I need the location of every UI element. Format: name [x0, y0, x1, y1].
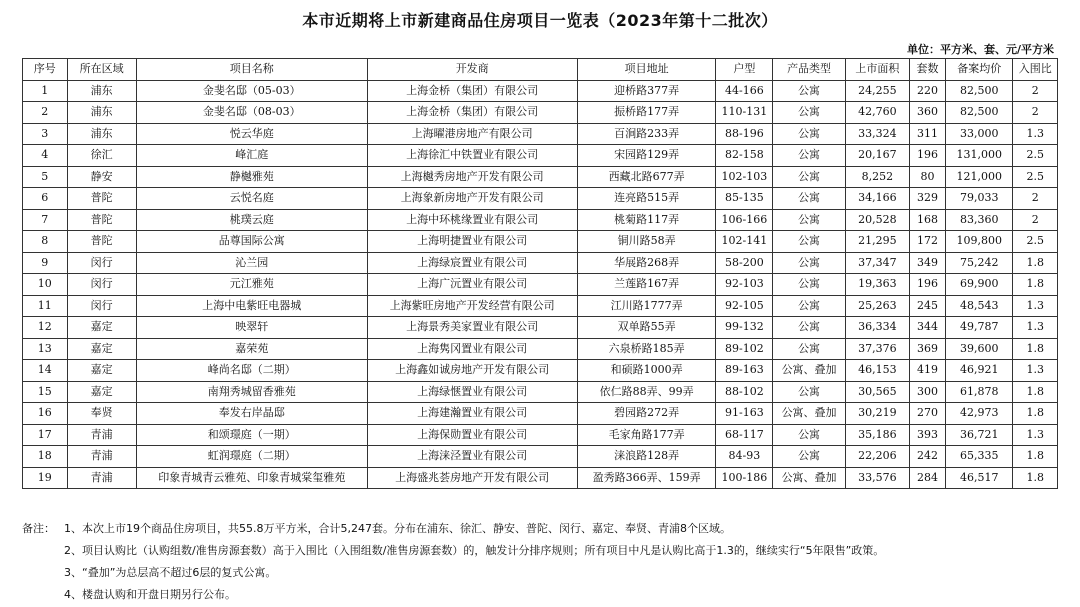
cell-index: 19: [23, 467, 68, 489]
cell-developer: 上海明捷置业有限公司: [367, 231, 577, 253]
cell-unit-size: 68-117: [716, 424, 773, 446]
cell-area: 20,528: [845, 209, 909, 231]
cell-developer: 上海樾秀房地产开发有限公司: [367, 166, 577, 188]
cell-units: 369: [909, 338, 945, 360]
cell-address: 盈秀路366弄、159弄: [577, 467, 716, 489]
project-table: [22, 58, 1058, 489]
cell-units: 220: [909, 80, 945, 102]
cell-units: 80: [909, 166, 945, 188]
cell-project-name: 桃璞云庭: [136, 209, 367, 231]
cell-district: 浦东: [67, 123, 136, 145]
cell-index: 17: [23, 424, 68, 446]
cell-district: 闵行: [67, 295, 136, 317]
cell-address: 双单路55弄: [577, 317, 716, 339]
cell-district: 青浦: [67, 424, 136, 446]
cell-unit-size: 88-102: [716, 381, 773, 403]
cell-product-type: 公寓: [773, 381, 845, 403]
cell-units: 300: [909, 381, 945, 403]
cell-avg-price: 36,721: [946, 424, 1013, 446]
cell-address: 连亮路515弄: [577, 188, 716, 210]
cell-unit-size: 92-103: [716, 274, 773, 296]
cell-unit-size: 89-163: [716, 360, 773, 382]
cell-area: 36,334: [845, 317, 909, 339]
cell-address: 兰莲路167弄: [577, 274, 716, 296]
cell-address: 碧园路272弄: [577, 403, 716, 425]
cell-index: 15: [23, 381, 68, 403]
cell-avg-price: 61,878: [946, 381, 1013, 403]
cell-developer: 上海绿惬置业有限公司: [367, 381, 577, 403]
cell-developer: 上海盛兆荟房地产开发有限公司: [367, 467, 577, 489]
cell-unit-size: 82-158: [716, 145, 773, 167]
cell-index: 2: [23, 102, 68, 124]
cell-avg-price: 39,600: [946, 338, 1013, 360]
cell-product-type: 公寓: [773, 274, 845, 296]
cell-avg-price: 46,921: [946, 360, 1013, 382]
cell-project-name: 悦云华庭: [136, 123, 367, 145]
cell-developer: 上海绿宸置业有限公司: [367, 252, 577, 274]
col-header-area: 上市面积: [845, 59, 909, 81]
cell-developer: 上海保勋置业有限公司: [367, 424, 577, 446]
cell-unit-size: 100-186: [716, 467, 773, 489]
cell-district: 嘉定: [67, 338, 136, 360]
cell-district: 闵行: [67, 252, 136, 274]
cell-units: 360: [909, 102, 945, 124]
cell-developer: 上海中环桃缘置业有限公司: [367, 209, 577, 231]
cell-index: 3: [23, 123, 68, 145]
cell-ratio: 2.5: [1013, 231, 1058, 253]
cell-product-type: 公寓: [773, 446, 845, 468]
cell-avg-price: 48,543: [946, 295, 1013, 317]
table-row: [23, 166, 1058, 188]
table-body: [23, 80, 1058, 489]
cell-ratio: 2.5: [1013, 166, 1058, 188]
col-header-units: 套数: [909, 59, 945, 81]
cell-area: 33,324: [845, 123, 909, 145]
cell-developer: 上海建瀚置业有限公司: [367, 403, 577, 425]
cell-ratio: 1.8: [1013, 467, 1058, 489]
cell-project-name: 嘉荣苑: [136, 338, 367, 360]
cell-index: 8: [23, 231, 68, 253]
cell-unit-size: 102-141: [716, 231, 773, 253]
unit-note: 单位：平方米、套、元/平方米: [906, 43, 1054, 56]
cell-units: 245: [909, 295, 945, 317]
note-item-1: 1、本次上市19个商品住房项目，共55.8万平方米，合计5,247套。分布在浦东、徐汇、静安、普陀、闵行、嘉定、奉贤、青浦8个区域。: [64, 522, 731, 535]
col-header-avg-price: 备案均价: [946, 59, 1013, 81]
cell-area: 46,153: [845, 360, 909, 382]
table-row: [23, 80, 1058, 102]
cell-district: 静安: [67, 166, 136, 188]
cell-product-type: 公寓: [773, 424, 845, 446]
cell-address: 振桥路177弄: [577, 102, 716, 124]
cell-area: 20,167: [845, 145, 909, 167]
cell-address: 迎桥路377弄: [577, 80, 716, 102]
cell-project-name: 静樾雅苑: [136, 166, 367, 188]
page-title: 本市近期将上市新建商品住房项目一览表（2023年第十二批次）: [302, 11, 778, 30]
cell-ratio: 2: [1013, 209, 1058, 231]
table-row: [23, 338, 1058, 360]
cell-developer: 上海鑫如诚房地产开发有限公司: [367, 360, 577, 382]
note-row-2: [22, 541, 1062, 563]
cell-ratio: 1.8: [1013, 252, 1058, 274]
note-item-3: 3、“叠加”为总层高不超过6层的复式公寓。: [64, 566, 277, 579]
cell-units: 393: [909, 424, 945, 446]
cell-district: 嘉定: [67, 317, 136, 339]
cell-unit-size: 91-163: [716, 403, 773, 425]
cell-area: 22,206: [845, 446, 909, 468]
cell-area: 33,576: [845, 467, 909, 489]
col-header-district: 所在区域: [67, 59, 136, 81]
cell-address: 百涧路233弄: [577, 123, 716, 145]
cell-index: 18: [23, 446, 68, 468]
cell-address: 毛家角路177弄: [577, 424, 716, 446]
cell-area: 8,252: [845, 166, 909, 188]
cell-units: 311: [909, 123, 945, 145]
cell-area: 25,263: [845, 295, 909, 317]
notes-label: 备注：: [22, 522, 55, 535]
cell-address: 和硕路1000弄: [577, 360, 716, 382]
cell-area: 30,219: [845, 403, 909, 425]
cell-product-type: 公寓: [773, 209, 845, 231]
col-header-ratio: 入围比: [1013, 59, 1058, 81]
cell-avg-price: 33,000: [946, 123, 1013, 145]
col-header-project-name: 项目名称: [136, 59, 367, 81]
cell-product-type: 公寓: [773, 123, 845, 145]
cell-units: 270: [909, 403, 945, 425]
cell-address: 江川路1777弄: [577, 295, 716, 317]
table-row: [23, 381, 1058, 403]
cell-project-name: 上海中电紫旺电器城: [136, 295, 367, 317]
cell-index: 6: [23, 188, 68, 210]
cell-avg-price: 79,033: [946, 188, 1013, 210]
cell-district: 嘉定: [67, 360, 136, 382]
cell-area: 21,295: [845, 231, 909, 253]
cell-index: 9: [23, 252, 68, 274]
cell-developer: 上海象新房地产开发有限公司: [367, 188, 577, 210]
cell-address: 桃菊路117弄: [577, 209, 716, 231]
cell-avg-price: 65,335: [946, 446, 1013, 468]
cell-area: 37,347: [845, 252, 909, 274]
cell-district: 浦东: [67, 102, 136, 124]
note-row-1: [22, 519, 1062, 541]
cell-avg-price: 42,973: [946, 403, 1013, 425]
cell-district: 嘉定: [67, 381, 136, 403]
cell-ratio: 1.8: [1013, 446, 1058, 468]
cell-product-type: 公寓: [773, 295, 845, 317]
cell-project-name: 沁兰园: [136, 252, 367, 274]
cell-unit-size: 88-196: [716, 123, 773, 145]
cell-units: 349: [909, 252, 945, 274]
table-row: [23, 446, 1058, 468]
cell-index: 12: [23, 317, 68, 339]
cell-ratio: 1.3: [1013, 295, 1058, 317]
cell-index: 11: [23, 295, 68, 317]
cell-unit-size: 89-102: [716, 338, 773, 360]
cell-area: 24,255: [845, 80, 909, 102]
col-header-developer: 开发商: [367, 59, 577, 81]
cell-ratio: 1.8: [1013, 403, 1058, 425]
table-row: [23, 467, 1058, 489]
cell-units: 242: [909, 446, 945, 468]
table-row: [23, 231, 1058, 253]
cell-project-name: 映翠轩: [136, 317, 367, 339]
cell-project-name: 印象青城青云雅苑、印象青城棠玺雅苑: [136, 467, 367, 489]
cell-ratio: 1.3: [1013, 424, 1058, 446]
cell-units: 344: [909, 317, 945, 339]
cell-project-name: 金斐名邸（08-03）: [136, 102, 367, 124]
cell-developer: 上海金桥（集团）有限公司: [367, 102, 577, 124]
cell-district: 闵行: [67, 274, 136, 296]
cell-ratio: 2: [1013, 188, 1058, 210]
cell-developer: 上海曜港房地产有限公司: [367, 123, 577, 145]
cell-product-type: 公寓: [773, 80, 845, 102]
cell-developer: 上海广沅置业有限公司: [367, 274, 577, 296]
cell-developer: 上海金桥（集团）有限公司: [367, 80, 577, 102]
cell-index: 13: [23, 338, 68, 360]
cell-district: 青浦: [67, 467, 136, 489]
cell-avg-price: 82,500: [946, 102, 1013, 124]
cell-ratio: 1.8: [1013, 274, 1058, 296]
cell-area: 30,565: [845, 381, 909, 403]
cell-address: 六泉桥路185弄: [577, 338, 716, 360]
cell-address: 依仁路88弄、99弄: [577, 381, 716, 403]
cell-project-name: 峰汇庭: [136, 145, 367, 167]
cell-unit-size: 110-131: [716, 102, 773, 124]
cell-district: 青浦: [67, 446, 136, 468]
table-row: [23, 360, 1058, 382]
cell-index: 1: [23, 80, 68, 102]
table-row: [23, 252, 1058, 274]
cell-address: 铜川路58弄: [577, 231, 716, 253]
table-row: [23, 209, 1058, 231]
cell-unit-size: 85-135: [716, 188, 773, 210]
table-row: [23, 317, 1058, 339]
cell-product-type: 公寓、叠加: [773, 403, 845, 425]
table-row: [23, 123, 1058, 145]
cell-project-name: 奉发右岸晶邸: [136, 403, 367, 425]
cell-units: 284: [909, 467, 945, 489]
cell-units: 419: [909, 360, 945, 382]
cell-units: 196: [909, 145, 945, 167]
cell-ratio: 1.8: [1013, 338, 1058, 360]
cell-address: 宋园路129弄: [577, 145, 716, 167]
cell-district: 浦东: [67, 80, 136, 102]
table-row: [23, 295, 1058, 317]
cell-address: 涞浪路128弄: [577, 446, 716, 468]
cell-project-name: 品尊国际公寓: [136, 231, 367, 253]
cell-project-name: 元江雅苑: [136, 274, 367, 296]
cell-ratio: 2: [1013, 80, 1058, 102]
cell-unit-size: 84-93: [716, 446, 773, 468]
cell-project-name: 南翔秀城留香雅苑: [136, 381, 367, 403]
cell-area: 37,376: [845, 338, 909, 360]
cell-developer: 上海涞泾置业有限公司: [367, 446, 577, 468]
cell-index: 7: [23, 209, 68, 231]
cell-product-type: 公寓: [773, 252, 845, 274]
cell-developer: 上海景秀美家置业有限公司: [367, 317, 577, 339]
cell-project-name: 虹润璟庭（二期）: [136, 446, 367, 468]
cell-unit-size: 44-166: [716, 80, 773, 102]
note-row-3: [22, 563, 1062, 585]
cell-area: 42,760: [845, 102, 909, 124]
cell-unit-size: 106-166: [716, 209, 773, 231]
cell-avg-price: 82,500: [946, 80, 1013, 102]
table-row: [23, 274, 1058, 296]
cell-avg-price: 46,517: [946, 467, 1013, 489]
cell-units: 196: [909, 274, 945, 296]
cell-product-type: 公寓: [773, 317, 845, 339]
cell-index: 4: [23, 145, 68, 167]
cell-unit-size: 99-132: [716, 317, 773, 339]
table-row: [23, 188, 1058, 210]
cell-ratio: 2: [1013, 102, 1058, 124]
cell-unit-size: 92-105: [716, 295, 773, 317]
cell-ratio: 1.3: [1013, 123, 1058, 145]
cell-area: 35,186: [845, 424, 909, 446]
cell-avg-price: 131,000: [946, 145, 1013, 167]
cell-district: 普陀: [67, 188, 136, 210]
cell-district: 徐汇: [67, 145, 136, 167]
cell-product-type: 公寓: [773, 102, 845, 124]
table-row: [23, 102, 1058, 124]
table-row: [23, 424, 1058, 446]
cell-ratio: 1.8: [1013, 381, 1058, 403]
cell-avg-price: 109,800: [946, 231, 1013, 253]
cell-ratio: 1.3: [1013, 317, 1058, 339]
col-header-address: 项目地址: [577, 59, 716, 81]
cell-developer: 上海徐汇中铁置业有限公司: [367, 145, 577, 167]
cell-product-type: 公寓: [773, 338, 845, 360]
cell-district: 奉贤: [67, 403, 136, 425]
cell-product-type: 公寓、叠加: [773, 360, 845, 382]
cell-product-type: 公寓: [773, 166, 845, 188]
col-header-index: 序号: [23, 59, 68, 81]
cell-area: 19,363: [845, 274, 909, 296]
cell-avg-price: 121,000: [946, 166, 1013, 188]
cell-avg-price: 75,242: [946, 252, 1013, 274]
cell-address: 西藏北路677弄: [577, 166, 716, 188]
cell-product-type: 公寓: [773, 145, 845, 167]
cell-units: 172: [909, 231, 945, 253]
cell-product-type: 公寓: [773, 188, 845, 210]
cell-district: 普陀: [67, 209, 136, 231]
cell-project-name: 峰尚名邸（二期）: [136, 360, 367, 382]
table-header-row: [23, 59, 1058, 81]
cell-index: 10: [23, 274, 68, 296]
cell-area: 34,166: [845, 188, 909, 210]
cell-avg-price: 83,360: [946, 209, 1013, 231]
cell-product-type: 公寓: [773, 231, 845, 253]
cell-unit-size: 58-200: [716, 252, 773, 274]
cell-index: 16: [23, 403, 68, 425]
cell-developer: 上海紫旺房地产开发经营有限公司: [367, 295, 577, 317]
cell-ratio: 1.3: [1013, 360, 1058, 382]
cell-district: 普陀: [67, 231, 136, 253]
cell-index: 5: [23, 166, 68, 188]
note-item-2: 2、项目认购比（认购组数/准售房源套数）高于入围比（入围组数/准售房源套数）的，触发计分排序规则；所有项目中凡是认购比高于1.3的，继续实行“5年限售”政策。: [64, 544, 885, 557]
cell-ratio: 2.5: [1013, 145, 1058, 167]
cell-avg-price: 69,900: [946, 274, 1013, 296]
cell-index: 14: [23, 360, 68, 382]
cell-unit-size: 102-103: [716, 166, 773, 188]
notes-section: [22, 519, 1062, 607]
note-item-4: 4、楼盘认购和开盘日期另行公布。: [64, 588, 236, 601]
col-header-product-type: 产品类型: [773, 59, 845, 81]
cell-project-name: 和颂璟庭（一期）: [136, 424, 367, 446]
table-row: [23, 403, 1058, 425]
cell-project-name: 云悦名庭: [136, 188, 367, 210]
cell-units: 329: [909, 188, 945, 210]
col-header-unit-size: 户型: [716, 59, 773, 81]
table-row: [23, 145, 1058, 167]
cell-project-name: 金斐名邸（05-03）: [136, 80, 367, 102]
cell-avg-price: 49,787: [946, 317, 1013, 339]
cell-units: 168: [909, 209, 945, 231]
cell-product-type: 公寓、叠加: [773, 467, 845, 489]
cell-developer: 上海隽冈置业有限公司: [367, 338, 577, 360]
note-row-4: [22, 585, 1062, 607]
cell-address: 华展路268弄: [577, 252, 716, 274]
